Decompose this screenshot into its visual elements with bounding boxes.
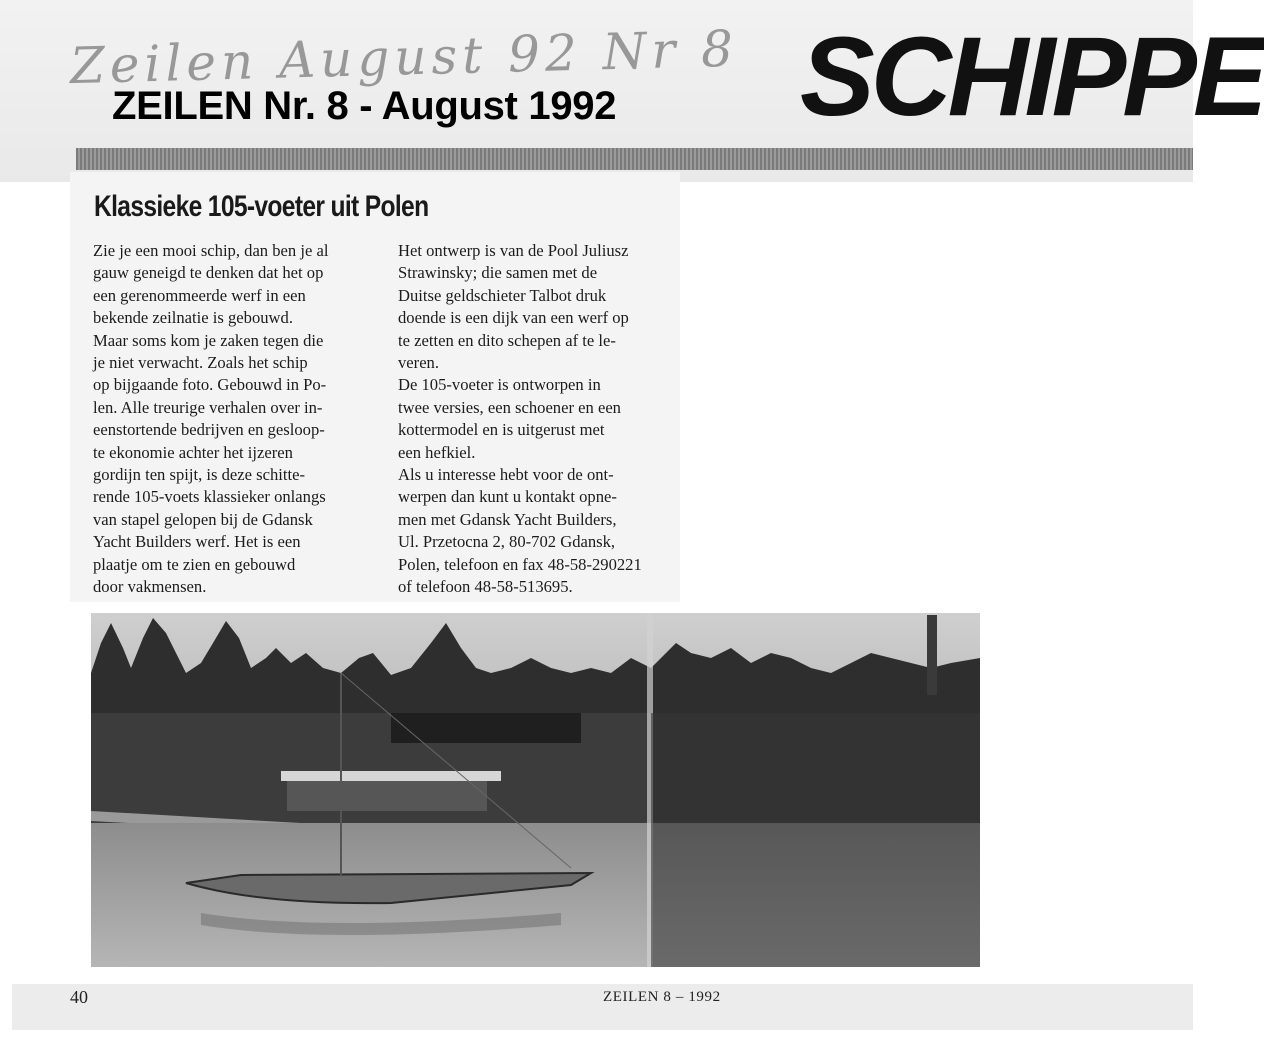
article-headline: Klassieke 105-voeter uit Polen bbox=[94, 190, 429, 223]
text-line: je niet verwacht. Zoals het schip bbox=[93, 353, 308, 373]
handwritten-note: Zeilen August 92 Nr 8 bbox=[69, 19, 739, 96]
text-line: Maar soms kom je zaken tegen die bbox=[93, 330, 324, 350]
shed bbox=[391, 713, 581, 743]
text-line: Als u interesse hebt voor de ont- bbox=[398, 465, 614, 485]
text-line: Het ontwerp is van de Pool Juliusz bbox=[398, 241, 629, 260]
text-line: doende is een dijk van een werf op bbox=[398, 308, 629, 328]
text-line: te ekonomie achter het ijzeren bbox=[93, 442, 293, 462]
publication-footer: ZEILEN 8 – 1992 bbox=[603, 989, 721, 1005]
text-line: eenstortende bedrijven en gesloop- bbox=[93, 420, 325, 440]
text-line: werpen dan kunt u kontakt opne- bbox=[398, 487, 617, 507]
masthead-text: SCHIPPE bbox=[800, 14, 1264, 139]
text-line: te zetten en dito schepen af te le- bbox=[398, 330, 616, 350]
text-line: bekende zeilnatie is gebouwd. bbox=[93, 308, 293, 328]
overlay-title: ZEILEN Nr. 8 - August 1992 bbox=[112, 84, 617, 128]
text-line: Ul. Przetocna 2, 80-702 Gdansk, bbox=[398, 532, 616, 552]
text-line: van stapel gelopen bij de Gdansk bbox=[93, 509, 313, 529]
shed-roof bbox=[281, 771, 501, 781]
text-line: plaatje om te zien en gebouwd bbox=[93, 554, 296, 574]
text-line: men met Gdansk Yacht Builders, bbox=[398, 509, 617, 529]
text-line: door vakmensen. bbox=[93, 577, 207, 597]
page-number: 40 bbox=[70, 987, 88, 1007]
shadow-right bbox=[651, 713, 980, 967]
article-column-left bbox=[93, 240, 328, 599]
text-line: een hefkiel. bbox=[398, 442, 476, 462]
text-line: kottermodel en is uitgerust met bbox=[398, 420, 605, 440]
text-line: gauw geneigd te denken dat het op bbox=[93, 263, 324, 283]
text-line: of telefoon 48-58-513695. bbox=[398, 577, 573, 597]
text-line: Strawinsky; die samen met de bbox=[398, 263, 598, 283]
shed-building bbox=[287, 781, 487, 811]
text-line: Duitse geldschieter Talbot druk bbox=[398, 285, 607, 305]
text-line: len. Alle treurige verhalen over in- bbox=[93, 397, 323, 417]
text-line: Yacht Builders werf. Het is een bbox=[93, 532, 301, 552]
text-line: op bijgaande foto. Gebouwd in Po- bbox=[93, 375, 327, 395]
factory-chimney bbox=[927, 615, 937, 695]
text-line: Polen, telefoon en fax 48-58-290221 bbox=[398, 554, 642, 574]
text-line: gordijn ten spijt, is deze schitte- bbox=[93, 465, 305, 485]
text-line: een gerenommeerde werf in een bbox=[93, 285, 306, 305]
text-line: De 105-voeter is ontworpen in bbox=[398, 375, 601, 395]
shipyard-photo bbox=[91, 613, 980, 967]
text-line: twee versies, een schoener en een bbox=[398, 397, 621, 417]
masthead-rule bbox=[76, 148, 1193, 170]
text-line: Zie je een mooi schip, dan ben je al bbox=[93, 241, 329, 260]
text-line: veren. bbox=[398, 353, 439, 373]
text-line: rende 105-voets klassieker onlangs bbox=[93, 487, 326, 507]
article-column-right bbox=[398, 240, 642, 599]
